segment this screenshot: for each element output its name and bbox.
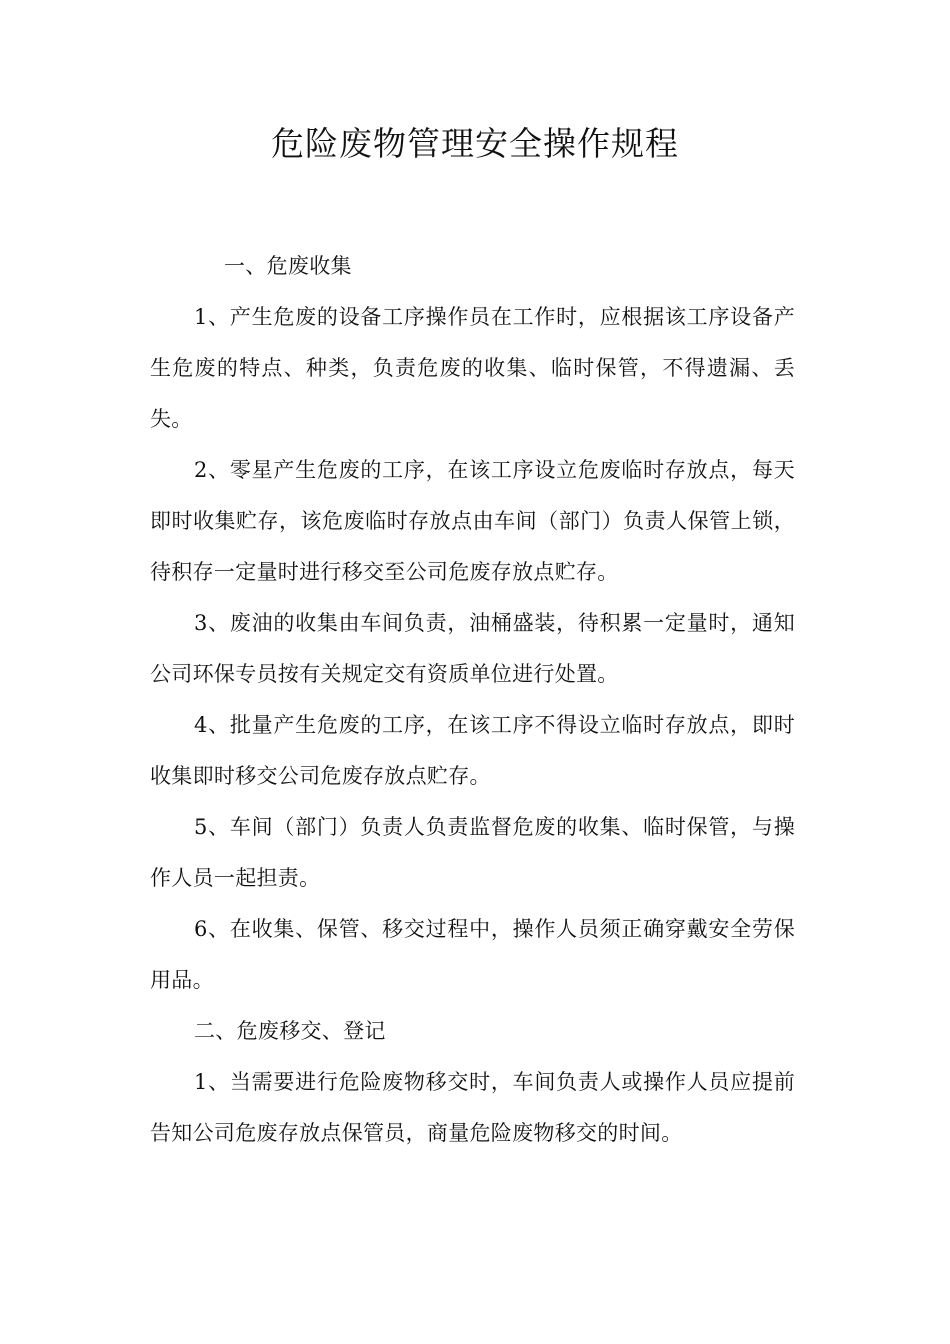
- paragraph-6: 6、在收集、保管、移交过程中，操作人员须正确穿戴安全劳保用品。: [150, 917, 795, 992]
- paragraph-1: 1、产生危废的设备工序操作员在工作时，应根据该工序设备产生危废的特点、种类，负责危废的收集、临时保管，不得遗漏、丢失。: [150, 305, 795, 431]
- document-body: [150, 241, 795, 1159]
- section-heading-transfer: 二、危废移交、登记: [194, 1019, 386, 1043]
- paragraph-2: 2、零星产生危废的工序，在该工序设立危废临时存放点，每天即时收集贮存，该危废临时存放点由车间（部门）负责人保管上锁，待积存一定量时进行移交至公司危废存放点贮存。: [150, 458, 795, 584]
- section-heading-collection: 一、危废收集: [224, 254, 352, 278]
- paragraph-7: 1、当需要进行危险废物移交时，车间负责人或操作人员应提前告知公司危废存放点保管员，商量危险废物移交的时间。: [150, 1070, 795, 1145]
- paragraph-3: 3、废油的收集由车间负责，油桶盛装，待积累一定量时，通知公司环保专员按有关规定交有资质单位进行处置。: [150, 611, 795, 686]
- paragraph-5: 5、车间（部门）负责人负责监督危废的收集、临时保管，与操作人员一起担责。: [150, 815, 795, 890]
- paragraph-4: 4、批量产生危废的工序，在该工序不得设立临时存放点，即时收集即时移交公司危废存放点贮存。: [150, 713, 795, 788]
- document-title: 危险废物管理安全操作规程: [271, 124, 679, 163]
